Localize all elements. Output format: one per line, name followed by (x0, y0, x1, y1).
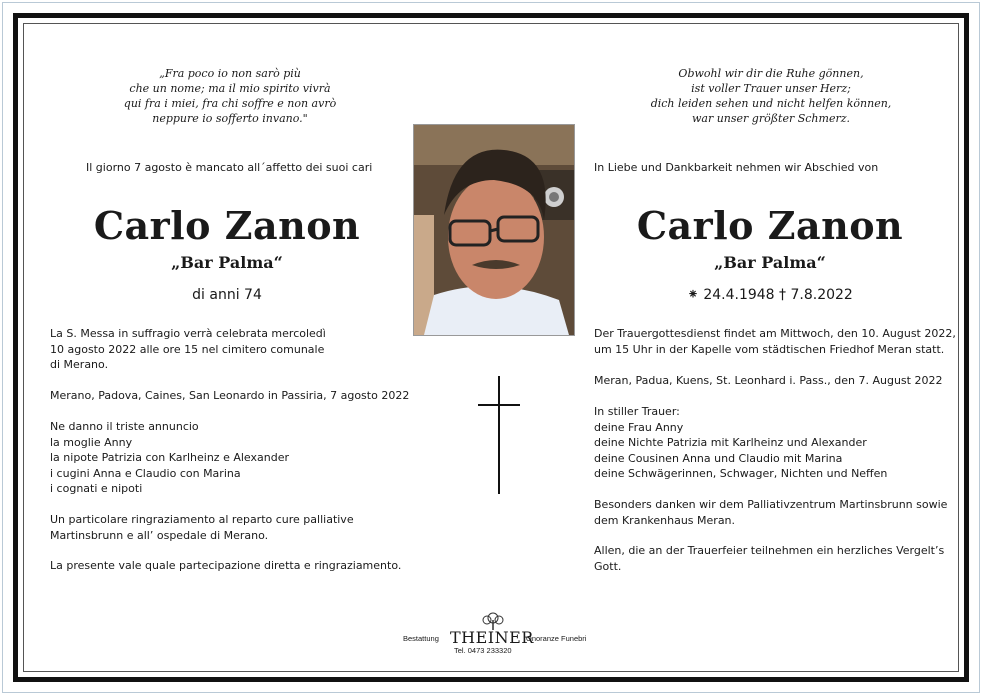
deceased-name-german: Carlo Zanon (636, 203, 904, 248)
place-date-german: Meran, Padua, Kuens, St. Leonhard i. Pass., den 7. August 2022 (594, 374, 943, 387)
age-italian: di anni 74 (192, 287, 262, 303)
footer-phone: Tel. 0473 233320 (454, 646, 512, 655)
footer-right-text: Onoranze Funebri (526, 634, 587, 643)
service-info-german: Der Trauergottesdienst findet am Mittwoch, den 10. August 2022, um 15 Uhr in der Kapelle vom städtischen Friedhof Meran statt. (594, 327, 956, 356)
italian-intro: Il giorno 7 agosto è mancato all´affetto dei suoi cari (86, 161, 373, 174)
deceased-name-italian: Carlo Zanon (93, 203, 361, 248)
italian-quote: „Fra poco io non sarò più che un nome; ma il mio spirito vivrà qui fra i miei, fra chi soffre e non avrò neppure io sofferto invano." (123, 67, 337, 125)
portrait-illustration (414, 125, 574, 335)
footer-brand: THEINER (450, 628, 534, 647)
cross-icon (478, 376, 520, 494)
mourners-italian: Ne danno il triste annuncio la moglie Anny la nipote Patrizia con Karlheinz e Alexander i cugini Anna e Claudio con Marina i cognati e nipoti (50, 420, 289, 495)
place-date-italian: Merano, Padova, Caines, San Leonardo in Passiria, 7 agosto 2022 (50, 389, 410, 402)
german-intro: In Liebe und Dankbarkeit nehmen wir Abschied von (594, 161, 879, 174)
german-quote: Obwohl wir dir die Ruhe gönnen, ist voller Trauer unser Herz; dich leiden sehen und nicht helfen können, war unser größter Schmerz. (650, 67, 892, 125)
footer-left-text: Bestattung (403, 634, 439, 643)
funeral-home-logo (390, 612, 630, 660)
nickname-italian: „Bar Palma“ (171, 253, 283, 272)
closing-italian: La presente vale quale partecipazione diretta e ringraziamento. (50, 559, 402, 572)
thanks-italian: Un particolare ringraziamento al reparto cure palliative Martinsbrunn e all’ ospedale di Merano. (50, 513, 354, 542)
closing-german: Allen, die an der Trauerfeier teilnehmen ein herzliches Vergelt’s Gott. (594, 544, 945, 573)
thanks-german: Besonders danken wir dem Palliativzentrum Martinsbrunn sowie dem Krankenhaus Meran. (594, 498, 948, 527)
mass-info-italian: La S. Messa in suffragio verrà celebrata mercoledì 10 agosto 2022 alle ore 15 nel cimitero comunale di Merano. (50, 327, 326, 371)
life-dates-german: ⁕ 24.4.1948 † 7.8.2022 (687, 287, 853, 303)
portrait-photo (413, 124, 575, 336)
nickname-german: „Bar Palma“ (714, 253, 826, 272)
mourners-german: In stiller Trauer: deine Frau Anny deine Nichte Patrizia mit Karlheinz und Alexander deine Cousinen Anna und Claudio mit Marina deine Schwägerinnen, Schwager, Nichten und Neffen (594, 405, 888, 480)
